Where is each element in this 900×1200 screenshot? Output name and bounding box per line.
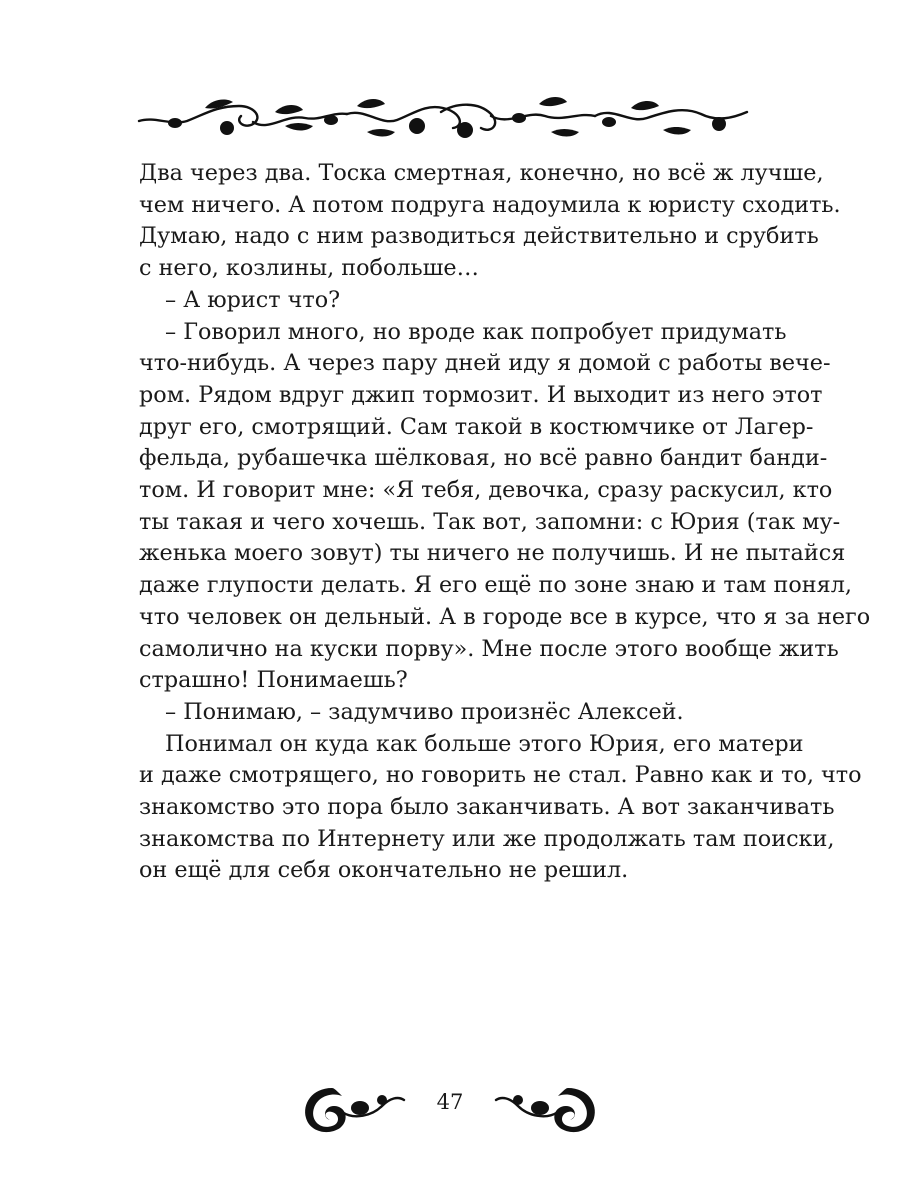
top-ornament-border-icon: [135, 92, 750, 146]
text-line: что человек он дельный. А в городе все в курсе, что я за него: [139, 603, 871, 630]
text-line: Думаю, надо с ним разводиться действительно и срубить: [139, 223, 819, 250]
text-line: том. И говорит мне: «Я тебя, девочка, сразу раскусил, кто: [139, 477, 833, 504]
text-line: – Понимаю, – задумчиво произнёс Алексей.: [165, 698, 684, 725]
text-line: чем ничего. А потом подруга надоумила к юристу сходить.: [139, 191, 841, 218]
text-line: Понимал он куда как больше этого Юрия, его матери: [165, 730, 804, 757]
text-line: – А юрист что?: [165, 286, 341, 313]
text-line: – Говорил много, но вроде как попробует придумать: [165, 318, 787, 345]
text-line: Два через два. Тоска смертная, конечно, но всё ж лучше,: [139, 160, 824, 186]
footer-left-curl-icon: [302, 1082, 406, 1138]
text-line: друг его, смотрящий. Сам такой в костюмчике от Лагер-: [139, 413, 814, 440]
text-line: женька моего зовут) ты ничего не получишь. И не пытайся: [139, 540, 846, 567]
text-line: знакомство это пора было заканчивать. А вот заканчивать: [139, 794, 835, 821]
body-text: [139, 158, 871, 887]
text-line: страшно! Понимаешь?: [139, 667, 408, 694]
text-line: даже глупости делать. Я его ещё по зоне знаю и там понял,: [139, 572, 852, 599]
text-line: фельда, рубашечка шёлковая, но всё равно бандит банди-: [139, 445, 828, 472]
text-line: что-нибудь. А через пару дней иду я домой с работы вече-: [139, 350, 831, 377]
footer-right-curl-icon: [494, 1082, 598, 1138]
page-number: 47: [436, 1090, 464, 1114]
text-line: самолично на куски порву». Мне после этого вообще жить: [139, 635, 839, 662]
text-line: он ещё для себя окончательно не решил.: [139, 857, 629, 884]
text-line: ты такая и чего хочешь. Так вот, запомни: с Юрия (так му-: [139, 508, 841, 535]
text-line: ром. Рядом вдруг джип тормозит. И выходит из него этот: [139, 381, 823, 408]
text-line: знакомства по Интернету или же продолжать там поиски,: [139, 825, 835, 852]
text-line: и даже смотрящего, но говорить не стал. Равно как и то, что: [139, 762, 862, 789]
text-line: с него, козлины, побольше…: [139, 255, 479, 282]
